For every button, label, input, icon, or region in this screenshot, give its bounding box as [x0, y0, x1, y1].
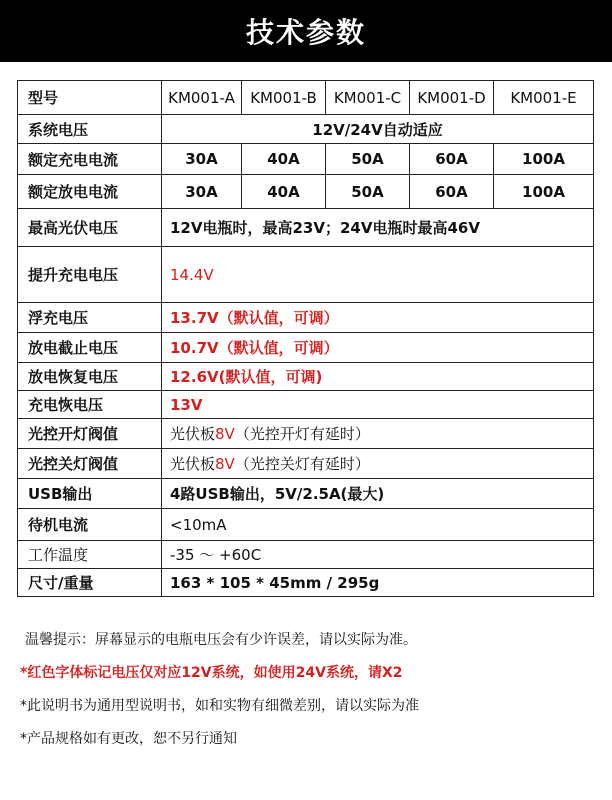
- label-charge-current: 额定充电电流: [18, 144, 162, 175]
- model-e: KM001-E: [494, 81, 594, 115]
- spec-table: [17, 80, 594, 597]
- charge-current-e: 100A: [494, 144, 594, 175]
- label-discharge-current: 额定放电电流: [18, 175, 162, 209]
- label-model: 型号: [18, 81, 162, 115]
- label-light-off: 光控关灯阀值: [18, 449, 162, 479]
- model-b: KM001-B: [242, 81, 326, 115]
- label-system-voltage: 系统电压: [18, 115, 162, 144]
- discharge-current-c: 50A: [326, 175, 410, 209]
- value-charge-recovery: 13V: [162, 391, 594, 419]
- label-max-pv-voltage: 最高光伏电压: [18, 209, 162, 247]
- value-usb-output: 4路USB输出，5V/2.5A(最大): [162, 479, 594, 509]
- table-row-model: [18, 81, 594, 115]
- table-row-size-weight: [18, 569, 594, 597]
- light-off-suffix: （光控关灯有延时）: [234, 455, 370, 473]
- table-row-system-voltage: [18, 115, 594, 144]
- model-a: KM001-A: [162, 81, 242, 115]
- label-size-weight: 尺寸/重量: [18, 569, 162, 597]
- value-discharge-cutoff: 10.7V（默认值，可调）: [162, 333, 594, 363]
- value-max-pv-voltage: 12V电瓶时，最高23V；24V电瓶时最高46V: [162, 209, 594, 247]
- table-row-charge-current: [18, 144, 594, 175]
- label-discharge-recovery: 放电恢复电压: [18, 363, 162, 391]
- table-row-discharge-current: [18, 175, 594, 209]
- note-general-manual: *此说明书为通用型说明书，如和实物有细微差别，请以实际为准: [20, 698, 419, 714]
- table-row-boost-charge: [18, 247, 594, 303]
- note-red-voltage: *红色字体标记电压仅对应12V系统，如使用24V系统，请X2: [20, 665, 403, 681]
- note-spec-change: *产品规格如有更改，恕不另行通知: [20, 731, 237, 747]
- value-light-off: [162, 449, 594, 479]
- table-row-float-voltage: [18, 303, 594, 333]
- charge-current-a: 30A: [162, 144, 242, 175]
- table-row-working-temp: [18, 541, 594, 569]
- label-discharge-cutoff: 放电截止电压: [18, 333, 162, 363]
- label-boost-charge: 提升充电电压: [18, 247, 162, 303]
- table-row-standby-current: [18, 509, 594, 541]
- model-d: KM001-D: [410, 81, 494, 115]
- label-working-temp: 工作温度: [18, 541, 162, 569]
- value-standby-current: <10mA: [162, 509, 594, 541]
- light-on-volt: 8V: [215, 425, 235, 443]
- light-on-suffix: （光控开灯有延时）: [234, 425, 370, 443]
- charge-current-d: 60A: [410, 144, 494, 175]
- value-system-voltage: 12V/24V自动适应: [162, 115, 594, 144]
- table-row-discharge-cutoff: [18, 333, 594, 363]
- value-light-on: [162, 419, 594, 449]
- light-on-prefix: 光伏板: [170, 425, 216, 443]
- discharge-current-e: 100A: [494, 175, 594, 209]
- table-row-max-pv-voltage: [18, 209, 594, 247]
- table-row-light-off: [18, 449, 594, 479]
- note-reminder: 温馨提示：屏幕显示的电瓶电压会有少许误差，请以实际为准。: [25, 632, 417, 648]
- table-row-usb-output: [18, 479, 594, 509]
- value-size-weight: 163 * 105 * 45mm / 295g: [162, 569, 594, 597]
- discharge-current-b: 40A: [242, 175, 326, 209]
- header-bar: [0, 0, 612, 62]
- discharge-current-a: 30A: [162, 175, 242, 209]
- charge-current-c: 50A: [326, 144, 410, 175]
- label-float-voltage: 浮充电压: [18, 303, 162, 333]
- page-title: 技术参数: [245, 16, 366, 49]
- label-usb-output: USB输出: [18, 479, 162, 509]
- label-light-on: 光控开灯阀值: [18, 419, 162, 449]
- value-float-voltage: 13.7V（默认值，可调）: [162, 303, 594, 333]
- notes-section: [20, 630, 600, 762]
- table-row-charge-recovery: [18, 391, 594, 419]
- table-row-light-on: [18, 419, 594, 449]
- charge-current-b: 40A: [242, 144, 326, 175]
- value-boost-charge: 14.4V: [162, 247, 594, 303]
- table-row-discharge-recovery: [18, 363, 594, 391]
- value-working-temp: -35 ～ +60C: [162, 541, 594, 569]
- value-discharge-recovery: 12.6V(默认值，可调): [162, 363, 594, 391]
- label-charge-recovery: 充电恢电压: [18, 391, 162, 419]
- label-standby-current: 待机电流: [18, 509, 162, 541]
- discharge-current-d: 60A: [410, 175, 494, 209]
- light-off-volt: 8V: [215, 455, 235, 473]
- model-c: KM001-C: [326, 81, 410, 115]
- light-off-prefix: 光伏板: [170, 455, 216, 473]
